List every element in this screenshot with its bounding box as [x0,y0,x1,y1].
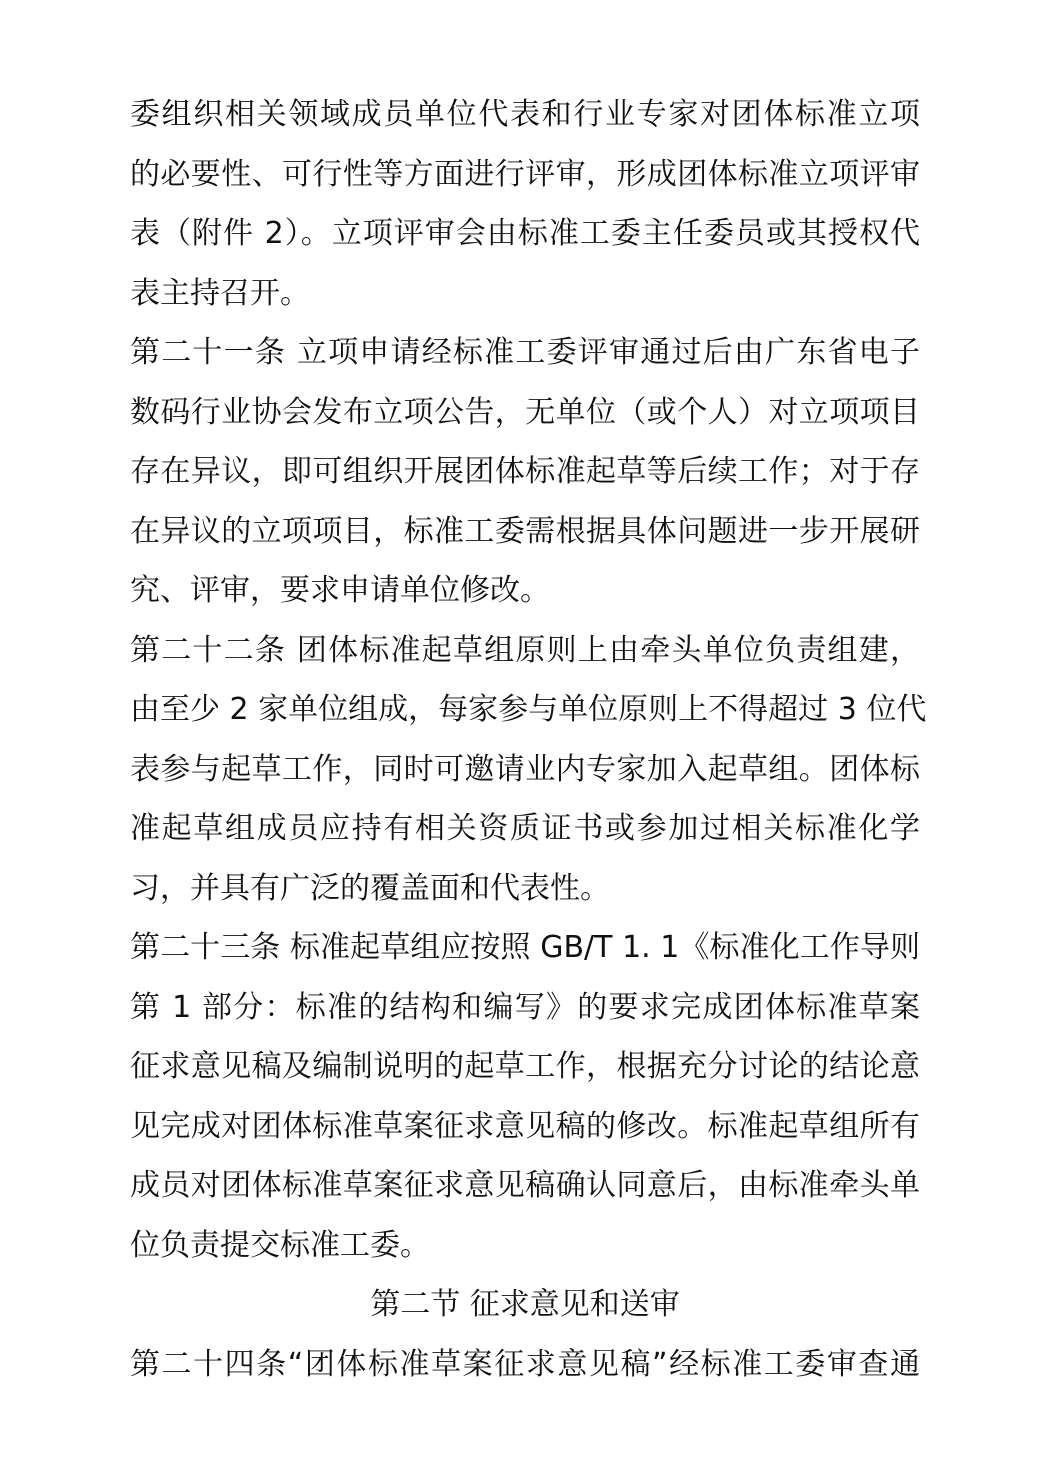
text-line: 数码行业协会发布立项公告，无单位（或个人）对立项项目 [130,394,920,430]
text-line: 在异议的立项项目，标准工委需根据具体问题进一步开展研 [130,513,920,549]
article-23-start: 第二十三条 标准起草组应按照 GB/T 1. 1《标准化工作导则 [130,930,920,965]
text-line: 成员对团体标准草案征求意见稿确认同意后，由标准牵头单 [130,1168,920,1203]
text-line: 表主持召开。 [130,275,310,311]
section-heading: 第二节 征求意见和送审 [370,1287,680,1322]
article-21-start: 第二十一条 立项申请经标准工委评审通过后由广东省电子 [130,335,920,370]
text-line: 习，并具有广泛的覆盖面和代表性。 [130,870,610,906]
text-line: 委组织相关领域成员单位代表和行业专家对团体标准立项 [130,97,920,132]
text-line: 位负责提交标准工委。 [130,1227,430,1263]
article-24-start: 第二十四条“团体标准草案征求意见稿”经标准工委审查通 [130,1346,920,1382]
text-line: 表参与起草工作，同时可邀请业内专家加入起草组。团体标 [130,751,920,787]
text-line: 第 1 部分：标准的结构和编写》的要求完成团体标准草案 [130,989,920,1025]
text-line: 由至少 2 家单位组成，每家参与单位原则上不得超过 3 位代 [130,692,927,727]
text-line: 见完成对团体标准草案征求意见稿的修改。标准起草组所有 [130,1108,920,1144]
text-line: 表（附件 2）。立项评审会由标准工委主任委员或其授权代 [130,216,920,251]
article-22-start: 第二十二条 团体标准起草组原则上由牵头单位负责组建， [130,632,920,668]
text-line: 征求意见稿及编制说明的起草工作，根据充分讨论的结论意 [130,1049,920,1084]
text-line: 准起草组成员应持有相关资质证书或参加过相关标准化学 [130,811,920,846]
text-line: 存在异议，即可组织开展团体标准起草等后续工作；对于存 [130,454,920,489]
text-line: 的必要性、可行性等方面进行评审，形成团体标准立项评审 [130,156,920,192]
text-line: 究、评审，要求申请单位修改。 [130,573,550,608]
document-body [130,85,927,1394]
